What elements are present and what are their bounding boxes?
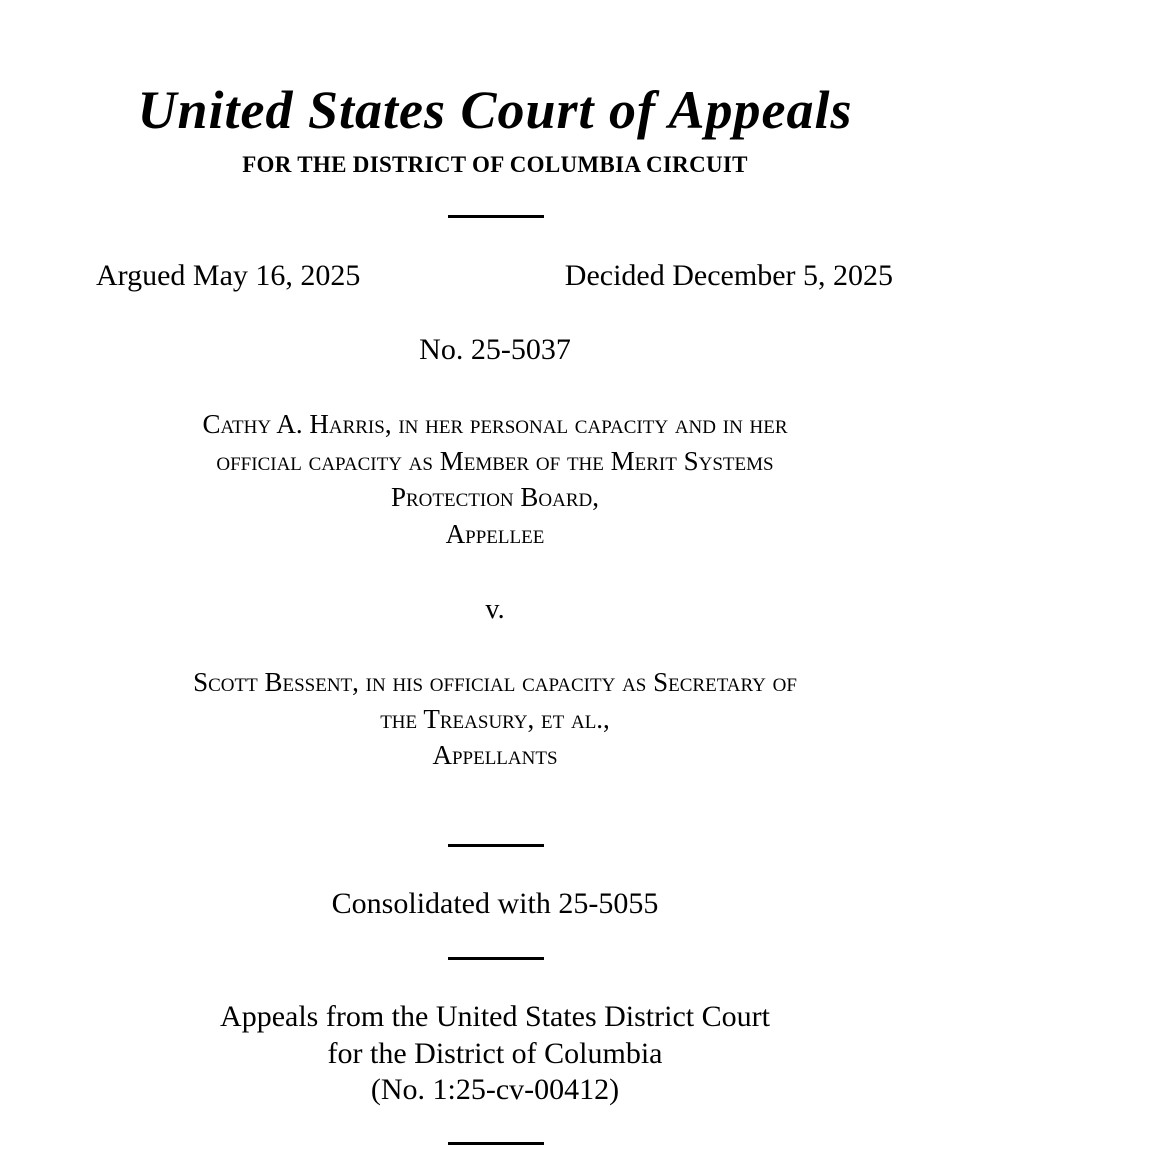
appellee-line: official capacity as Member of the Merit Systems bbox=[216, 445, 774, 476]
section-divider-1 bbox=[448, 215, 544, 218]
consolidated-case: Consolidated with 25-5055 bbox=[331, 887, 659, 920]
docket-number: No. 25-5037 bbox=[419, 333, 571, 366]
appellee-line: Cathy A. Harris, in her personal capacity and in her bbox=[202, 409, 788, 439]
section-divider-3 bbox=[448, 957, 544, 960]
decided-date: Decided December 5, 2025 bbox=[564, 259, 893, 292]
circuit-name: FOR THE DISTRICT OF COLUMBIA CIRCUIT bbox=[242, 152, 748, 177]
versus: v. bbox=[485, 594, 505, 625]
appeals-from-line: for the District of Columbia bbox=[327, 1036, 663, 1070]
appellants-line: Scott Bessent, in his official capacity as Secretary of bbox=[193, 667, 797, 697]
case-dates bbox=[95, 258, 895, 294]
section-divider-2 bbox=[448, 844, 544, 847]
appellee-line: Protection Board, bbox=[390, 482, 599, 512]
appellee-party bbox=[95, 406, 895, 552]
appellants-line: the Treasury, et al., bbox=[380, 703, 610, 734]
court-name: United States Court of Appeals bbox=[137, 80, 853, 140]
appellants-party bbox=[95, 664, 895, 774]
appellants-role: Appellants bbox=[432, 740, 558, 770]
appeals-from bbox=[95, 999, 895, 1109]
appeals-from-line: (No. 1:25-cv-00412) bbox=[370, 1073, 620, 1106]
appellee-role: Appellee bbox=[445, 518, 545, 549]
appeals-from-line: Appeals from the United States District Court bbox=[220, 1000, 770, 1033]
section-divider-4 bbox=[448, 1142, 544, 1145]
argued-date: Argued May 16, 2025 bbox=[96, 259, 361, 292]
